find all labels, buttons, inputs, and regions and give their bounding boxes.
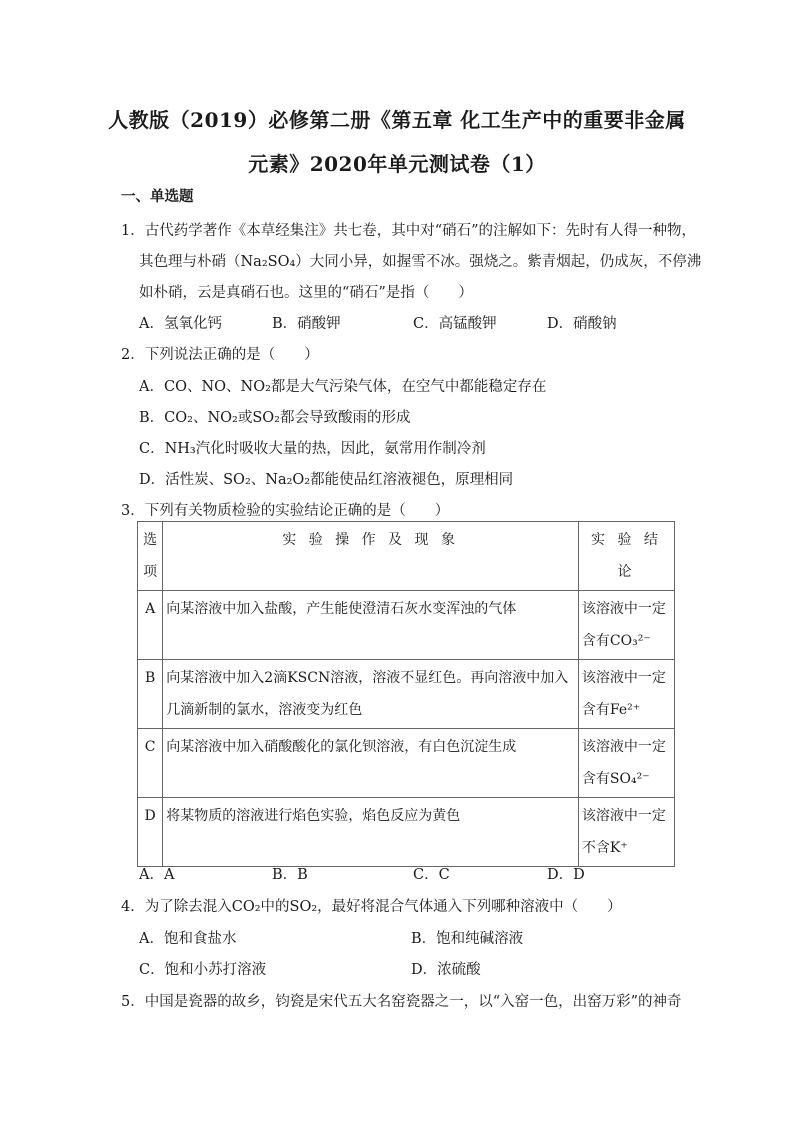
experiment-table xyxy=(137,521,675,867)
exam-title-line1: 人教版（2019）必修第二册《第五章 化工生产中的重要非金属 xyxy=(108,108,686,132)
q1-line3: 如朴硝，云是真硝石也。这里的“硝石”是指（ ） xyxy=(139,285,473,301)
q2-option-c: C．NH₃汽化时吸收大量的热，因此，氨常用作制冷剂 xyxy=(139,441,486,457)
header-operation: 实 验 操 作 及 现 象 xyxy=(163,522,579,591)
row-operation: 将某物质的溶液进行焰色实验，焰色反应为黄色 xyxy=(163,798,579,867)
table-row xyxy=(138,660,675,729)
row-operation: 向某溶液中加入硝酸酸化的氯化钡溶液，有白色沉淀生成 xyxy=(163,729,579,798)
q1-line1: 1．古代药学著作《本草经集注》共七卷，其中对“硝石”的注解如下：先时有人得一种物， xyxy=(121,223,697,239)
row-conclusion: 该溶液中一定含有Fe²⁺ xyxy=(578,660,674,729)
row-conclusion: 该溶液中一定含有SO₄²⁻ xyxy=(578,729,674,798)
row-option: A xyxy=(138,591,163,660)
q3-option-b: B．B xyxy=(272,867,308,883)
table-row xyxy=(138,591,675,660)
header-conclusion: 实 验 结 论 xyxy=(578,522,674,591)
q1-option-d: D．硝酸钠 xyxy=(547,316,617,332)
q2-stem: 2．下列说法正确的是（ ） xyxy=(121,347,319,363)
q1-option-a: A．氢氧化钙 xyxy=(139,316,222,332)
q4-option-a: A．饱和食盐水 xyxy=(139,931,237,947)
row-operation: 向某溶液中加入2滴KSCN溶液，溶液不显红色。再向溶液中加入几滴新制的氯水，溶液变为红色 xyxy=(163,660,579,729)
q3-option-a: A．A xyxy=(139,867,175,883)
q1-line2: 其色理与朴硝（Na₂SO₄）大同小异，如握雪不冰。强烧之。紫青烟起，仍成灰，不停沸 xyxy=(139,254,702,270)
q2-option-a: A．CO、NO、NO₂都是大气污染气体，在空气中都能稳定存在 xyxy=(139,379,547,395)
q4-option-c: C．饱和小苏打溶液 xyxy=(139,962,267,978)
table-header-row xyxy=(138,522,675,591)
table-row xyxy=(138,798,675,867)
q5-line1: 5．中国是瓷器的故乡，钧瓷是宋代五大名窑瓷器之一，以“入窑一色，出窑万彩”的神奇 xyxy=(121,994,682,1010)
q3-option-d: D．D xyxy=(547,867,585,883)
q4-stem: 4．为了除去混入CO₂中的SO₂，最好将混合气体通入下列哪种溶液中（ ） xyxy=(121,899,622,915)
section-heading: 一、单选题 xyxy=(121,188,194,205)
row-conclusion: 该溶液中一定不含K⁺ xyxy=(578,798,674,867)
q3-option-c: C．C xyxy=(413,867,450,883)
row-option: D xyxy=(138,798,163,867)
q1-option-b: B．硝酸钾 xyxy=(272,316,341,332)
table-row xyxy=(138,729,675,798)
q4-option-b: B．饱和纯碱溶液 xyxy=(411,931,524,947)
header-option: 选项 xyxy=(138,522,163,591)
q4-option-d: D．浓硫酸 xyxy=(411,962,481,978)
row-operation: 向某溶液中加入盐酸，产生能使澄清石灰水变浑浊的气体 xyxy=(163,591,579,660)
q2-option-d: D．活性炭、SO₂、Na₂O₂都能使品红溶液褪色，原理相同 xyxy=(139,472,514,488)
row-option: C xyxy=(138,729,163,798)
exam-title-line2: 元素》2020年单元测试卷（1） xyxy=(248,152,546,176)
row-conclusion: 该溶液中一定含有CO₃²⁻ xyxy=(578,591,674,660)
q1-option-c: C．高锰酸钾 xyxy=(413,316,497,332)
q3-stem: 3．下列有关物质检验的实验结论正确的是（ ） xyxy=(121,503,450,519)
row-option: B xyxy=(138,660,163,729)
q2-option-b: B．CO₂、NO₂或SO₂都会导致酸雨的形成 xyxy=(139,410,411,426)
